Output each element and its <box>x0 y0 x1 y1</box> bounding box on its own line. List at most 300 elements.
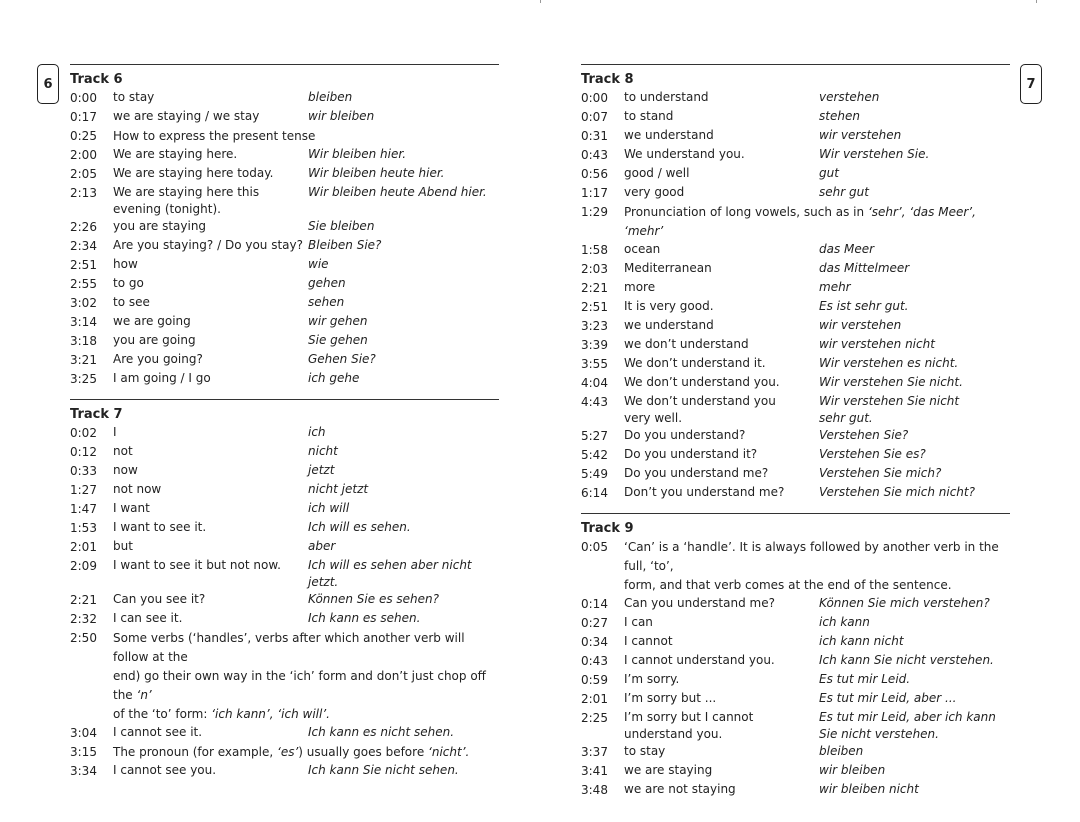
german-phrase <box>819 762 1010 781</box>
german-phrase <box>308 184 499 218</box>
track-row <box>581 762 1010 781</box>
german-phrase <box>819 241 1010 260</box>
english-phrase <box>624 595 819 614</box>
english-phrase <box>624 127 819 146</box>
english-line: I want to see it. <box>113 520 207 534</box>
timestamp: 3:18 <box>70 334 97 348</box>
german-phrase <box>308 108 499 127</box>
english-phrase <box>624 781 819 800</box>
english-line: I want <box>113 501 150 515</box>
english-line: It is very good. <box>624 299 714 313</box>
german-phrase <box>819 393 1010 427</box>
crop-mark <box>1036 0 1037 3</box>
english-line: Do you understand me? <box>624 466 769 480</box>
german-phrase <box>819 652 1010 671</box>
german-line: Sie gehen <box>308 333 368 347</box>
german-line: gehen <box>308 276 346 290</box>
timestamp: 1:47 <box>70 502 97 516</box>
english-line: more <box>624 280 656 294</box>
german-phrase <box>819 146 1010 165</box>
track-row <box>581 743 1010 762</box>
english-phrase <box>113 256 308 275</box>
timestamp: 2:25 <box>581 711 608 725</box>
english-phrase <box>624 484 819 503</box>
track-row <box>581 709 1010 743</box>
track-row <box>581 203 1010 241</box>
right-column <box>581 64 1010 810</box>
german-phrase <box>819 317 1010 336</box>
track-row <box>581 652 1010 671</box>
german-phrase <box>308 557 499 591</box>
english-line: now <box>113 463 138 477</box>
timestamp: 0:25 <box>70 129 97 143</box>
english-line: to stay <box>113 90 155 104</box>
track-row <box>70 351 499 370</box>
track-row <box>581 279 1010 298</box>
english-phrase <box>624 108 819 127</box>
timestamp: 2:09 <box>70 559 97 573</box>
english-line: very good <box>624 185 685 199</box>
english-phrase <box>113 500 308 519</box>
track-row <box>70 256 499 275</box>
german-line: ich gehe <box>308 371 360 385</box>
track-row <box>581 595 1010 614</box>
timestamp: 0:27 <box>581 616 608 630</box>
track-row <box>70 557 499 591</box>
timestamp: 3:14 <box>70 315 97 329</box>
timestamp: 0:56 <box>581 167 608 181</box>
track-row <box>70 762 499 781</box>
german-phrase <box>308 256 499 275</box>
english-line: We are staying here today. <box>113 166 274 180</box>
timestamp: 5:42 <box>581 448 608 462</box>
german-phrase <box>308 294 499 313</box>
english-phrase <box>624 317 819 336</box>
track-row <box>581 671 1010 690</box>
timestamp: 2:50 <box>70 631 97 645</box>
german-line: Verstehen Sie? <box>819 428 909 442</box>
german-line: Ich kann es sehen. <box>308 611 421 625</box>
timestamp: 0:05 <box>581 540 608 554</box>
track-row <box>581 336 1010 355</box>
timestamp: 1:53 <box>70 521 97 535</box>
timestamp: 3:02 <box>70 296 97 310</box>
timestamp: 2:55 <box>70 277 97 291</box>
english-phrase <box>113 557 308 591</box>
track-row <box>581 317 1010 336</box>
german-phrase <box>819 127 1010 146</box>
explanation-note: How to express the present tense <box>113 129 316 143</box>
german-phrase <box>819 614 1010 633</box>
english-phrase <box>624 89 819 108</box>
german-phrase <box>819 184 1010 203</box>
timestamp: 3:55 <box>581 357 608 371</box>
track-row <box>70 146 499 165</box>
german-line: wir gehen <box>308 314 368 328</box>
track-row <box>70 519 499 538</box>
track-row <box>581 614 1010 633</box>
german-phrase <box>819 709 1010 743</box>
english-line: I want to see it but not now. <box>113 558 281 572</box>
timestamp: 3:04 <box>70 726 97 740</box>
german-line: sehen <box>308 295 345 309</box>
english-phrase <box>624 743 819 762</box>
english-line: We don’t understand you. <box>624 375 780 389</box>
timestamp: 2:01 <box>581 692 608 706</box>
track-title: Track 8 <box>581 72 634 87</box>
english-line: Are you going? <box>113 352 203 366</box>
german-line: Können Sie mich verstehen? <box>819 596 990 610</box>
english-phrase <box>113 443 308 462</box>
german-line: wir verstehen nicht <box>819 337 935 351</box>
track-row <box>581 393 1010 427</box>
german-phrase <box>819 427 1010 446</box>
english-phrase <box>113 610 308 629</box>
english-line: We don’t understand it. <box>624 356 766 370</box>
english-line: to stand <box>624 109 674 123</box>
timestamp: 5:27 <box>581 429 608 443</box>
english-phrase <box>624 633 819 652</box>
english-phrase <box>113 762 308 781</box>
english-line: Don’t you understand me? <box>624 485 785 499</box>
english-phrase <box>113 591 308 610</box>
german-line: Wir verstehen Sie. <box>819 147 930 161</box>
english-phrase <box>113 424 308 443</box>
german-line: ich will <box>308 501 350 515</box>
german-phrase <box>308 462 499 481</box>
track-row <box>70 481 499 500</box>
timestamp: 0:43 <box>581 148 608 162</box>
track-row <box>70 108 499 127</box>
timestamp: 0:34 <box>581 635 608 649</box>
track-row <box>70 313 499 332</box>
english-line: I <box>113 425 117 439</box>
track-row <box>70 538 499 557</box>
german-phrase <box>819 446 1010 465</box>
german-line: verstehen <box>819 90 880 104</box>
timestamp: 0:14 <box>581 597 608 611</box>
english-phrase <box>113 165 308 184</box>
track-row <box>581 427 1010 446</box>
german-phrase <box>308 443 499 462</box>
english-phrase <box>624 465 819 484</box>
timestamp: 0:00 <box>581 91 608 105</box>
german-phrase <box>819 260 1010 279</box>
german-phrase <box>819 743 1010 762</box>
timestamp: 0:33 <box>70 464 97 478</box>
german-line: aber <box>308 539 336 553</box>
english-phrase <box>113 462 308 481</box>
timestamp: 2:32 <box>70 612 97 626</box>
english-phrase <box>624 279 819 298</box>
german-line: Bleiben Sie? <box>308 238 382 252</box>
german-phrase <box>308 610 499 629</box>
german-phrase <box>308 424 499 443</box>
english-line: good / well <box>624 166 690 180</box>
crop-mark <box>540 0 541 3</box>
english-line: I’m sorry but I cannot <box>624 710 754 724</box>
timestamp: 1:27 <box>70 483 97 497</box>
german-line: nicht <box>308 444 338 458</box>
german-line: Es tut mir Leid. <box>819 672 911 686</box>
german-line: stehen <box>819 109 860 123</box>
english-line: ocean <box>624 242 661 256</box>
english-phrase <box>624 374 819 393</box>
english-phrase <box>113 519 308 538</box>
track-row <box>70 591 499 610</box>
english-line: but <box>113 539 133 553</box>
track-title: Track 6 <box>70 72 123 87</box>
english-phrase <box>113 538 308 557</box>
track-row <box>70 629 499 724</box>
english-phrase <box>113 237 308 256</box>
english-phrase <box>113 108 308 127</box>
timestamp: 0:07 <box>581 110 608 124</box>
german-line: Können Sie es sehen? <box>308 592 439 606</box>
english-line: not now <box>113 482 162 496</box>
track-row <box>70 610 499 629</box>
german-line: Wir bleiben hier. <box>308 147 407 161</box>
english-line: I’m sorry but ... <box>624 691 717 705</box>
track-row <box>70 443 499 462</box>
note-fragment: ‘es’ <box>277 745 299 759</box>
english-phrase <box>113 184 308 218</box>
german-phrase <box>308 500 499 519</box>
note-fragment: ) usually goes before <box>298 745 429 759</box>
track-row <box>70 89 499 108</box>
german-phrase <box>819 108 1010 127</box>
timestamp: 3:48 <box>581 783 608 797</box>
german-line: nicht jetzt <box>308 482 369 496</box>
german-phrase <box>308 89 499 108</box>
english-line: you are going <box>113 333 196 347</box>
note-fragment: ‘Can’ is a ‘handle’. It is always followed by another verb in the full, ‘to’, <box>624 540 999 573</box>
track-title: Track 7 <box>70 407 123 422</box>
german-line: ich kann <box>819 615 870 629</box>
timestamp: 3:37 <box>581 745 608 759</box>
english-line: very well. <box>624 411 683 425</box>
english-phrase <box>624 184 819 203</box>
timestamp: 4:04 <box>581 376 608 390</box>
track-section <box>70 64 499 389</box>
timestamp: 3:25 <box>70 372 97 386</box>
timestamp: 2:21 <box>70 593 97 607</box>
track-row <box>581 165 1010 184</box>
german-phrase <box>819 690 1010 709</box>
german-phrase <box>308 237 499 256</box>
german-line: Es ist sehr gut. <box>819 299 909 313</box>
english-line: not <box>113 444 133 458</box>
german-phrase <box>308 218 499 237</box>
english-phrase <box>624 652 819 671</box>
german-phrase <box>819 355 1010 374</box>
note-fragment: The pronoun (for example, <box>113 745 278 759</box>
english-line: Can you understand me? <box>624 596 775 610</box>
english-phrase <box>624 614 819 633</box>
german-line: das Mittelmeer <box>819 261 910 275</box>
timestamp: 2:51 <box>70 258 97 272</box>
english-phrase <box>624 762 819 781</box>
english-line: I am going / I go <box>113 371 211 385</box>
english-line: I can <box>624 615 653 629</box>
english-line: to understand <box>624 90 709 104</box>
german-phrase <box>308 146 499 165</box>
timestamp: 2:00 <box>70 148 97 162</box>
english-phrase <box>624 671 819 690</box>
german-phrase <box>819 336 1010 355</box>
german-line: Wir verstehen Sie nicht <box>819 394 960 408</box>
timestamp: 2:34 <box>70 239 97 253</box>
english-phrase <box>113 89 308 108</box>
english-phrase <box>113 218 308 237</box>
track-row <box>70 294 499 313</box>
explanation-note <box>113 743 499 762</box>
english-phrase <box>113 351 308 370</box>
timestamp: 3:39 <box>581 338 608 352</box>
timestamp: 3:34 <box>70 764 97 778</box>
german-line: Sie bleiben <box>308 219 375 233</box>
english-line: we are going <box>113 314 191 328</box>
timestamp: 2:01 <box>70 540 97 554</box>
german-phrase <box>308 591 499 610</box>
english-line: to go <box>113 276 144 290</box>
german-phrase <box>308 762 499 781</box>
track-row <box>70 275 499 294</box>
german-phrase <box>819 374 1010 393</box>
german-line: sehr gut <box>819 185 869 199</box>
english-phrase <box>113 294 308 313</box>
english-phrase <box>113 370 308 389</box>
german-line: Wir verstehen es nicht. <box>819 356 959 370</box>
english-phrase <box>113 313 308 332</box>
english-line: Do you understand it? <box>624 447 758 461</box>
track-row <box>70 500 499 519</box>
german-line: wir bleiben <box>308 109 375 123</box>
german-line: Es tut mir Leid, aber ich kann <box>819 710 996 724</box>
german-line: wir verstehen <box>819 318 902 332</box>
german-line: wir bleiben <box>819 763 886 777</box>
track-row <box>70 127 499 146</box>
german-phrase <box>308 519 499 538</box>
english-line: I cannot see it. <box>113 725 203 739</box>
track-row <box>581 690 1010 709</box>
english-phrase <box>624 241 819 260</box>
track-row <box>581 89 1010 108</box>
english-line: we are staying / we stay <box>113 109 260 123</box>
timestamp: 0:43 <box>581 654 608 668</box>
english-line: We understand you. <box>624 147 745 161</box>
english-phrase <box>624 146 819 165</box>
english-line: how <box>113 257 138 271</box>
note-fragment: ‘sehr’, ‘das Meer’, ‘mehr’ <box>624 205 976 238</box>
left-column <box>70 64 499 791</box>
english-line: Are you staying? / Do you stay? <box>113 238 303 252</box>
track-row <box>70 424 499 443</box>
track-row <box>581 298 1010 317</box>
note-fragment: Some verbs (‘handles’, verbs after which another verb will follow at the <box>113 631 465 664</box>
german-phrase <box>308 370 499 389</box>
track-row <box>581 146 1010 165</box>
english-line: We are staying here this <box>113 185 260 199</box>
german-line: wie <box>308 257 329 271</box>
english-line: we understand <box>624 318 714 332</box>
track-row <box>581 465 1010 484</box>
english-phrase <box>113 332 308 351</box>
english-phrase <box>624 260 819 279</box>
german-phrase <box>819 633 1010 652</box>
german-line: Wir bleiben heute Abend hier. <box>308 185 487 199</box>
track-row <box>70 743 499 762</box>
german-line: ich kann nicht <box>819 634 904 648</box>
german-phrase <box>308 313 499 332</box>
german-phrase <box>819 484 1010 503</box>
german-line: Verstehen Sie mich? <box>819 466 942 480</box>
track-row <box>581 127 1010 146</box>
english-phrase <box>624 298 819 317</box>
track-row <box>70 165 499 184</box>
track-row <box>70 218 499 237</box>
german-line: Sie nicht verstehen. <box>819 727 939 741</box>
german-line: Wir bleiben heute hier. <box>308 166 445 180</box>
english-phrase <box>624 165 819 184</box>
german-phrase <box>819 671 1010 690</box>
german-line: Ich kann es nicht sehen. <box>308 725 455 739</box>
german-line: Ich will es sehen aber nicht jetzt. <box>308 558 472 589</box>
timestamp: 1:58 <box>581 243 608 257</box>
english-phrase <box>113 275 308 294</box>
english-line: Mediterranean <box>624 261 712 275</box>
track-title: Track 9 <box>581 521 634 536</box>
track-row <box>581 781 1010 800</box>
english-line: we understand <box>624 128 714 142</box>
english-line: We don’t understand you <box>624 394 776 408</box>
english-line: Do you understand? <box>624 428 746 442</box>
english-line: I cannot <box>624 634 673 648</box>
german-phrase <box>308 275 499 294</box>
track-row <box>70 332 499 351</box>
timestamp: 0:00 <box>70 91 97 105</box>
timestamp: 0:31 <box>581 129 608 143</box>
timestamp: 2:05 <box>70 167 97 181</box>
timestamp: 5:49 <box>581 467 608 481</box>
german-line: bleiben <box>819 744 864 758</box>
english-phrase <box>624 427 819 446</box>
english-line: I cannot understand you. <box>624 653 775 667</box>
english-phrase <box>113 146 308 165</box>
track-row <box>581 355 1010 374</box>
german-phrase <box>819 298 1010 317</box>
track-row <box>581 241 1010 260</box>
german-phrase <box>819 89 1010 108</box>
timestamp: 1:29 <box>581 205 608 219</box>
timestamp: 3:21 <box>70 353 97 367</box>
english-line: I’m sorry. <box>624 672 680 686</box>
track-row <box>70 184 499 218</box>
timestamp: 0:59 <box>581 673 608 687</box>
english-line: to stay <box>624 744 666 758</box>
german-phrase <box>819 165 1010 184</box>
track-row <box>581 538 1010 595</box>
german-line: jetzt <box>308 463 335 477</box>
english-phrase <box>624 336 819 355</box>
timestamp: 2:26 <box>70 220 97 234</box>
timestamp: 1:17 <box>581 186 608 200</box>
timestamp: 0:02 <box>70 426 97 440</box>
german-line: mehr <box>819 280 851 294</box>
german-phrase <box>308 481 499 500</box>
english-line: I can see it. <box>113 611 183 625</box>
german-line: sehr gut. <box>819 411 873 425</box>
